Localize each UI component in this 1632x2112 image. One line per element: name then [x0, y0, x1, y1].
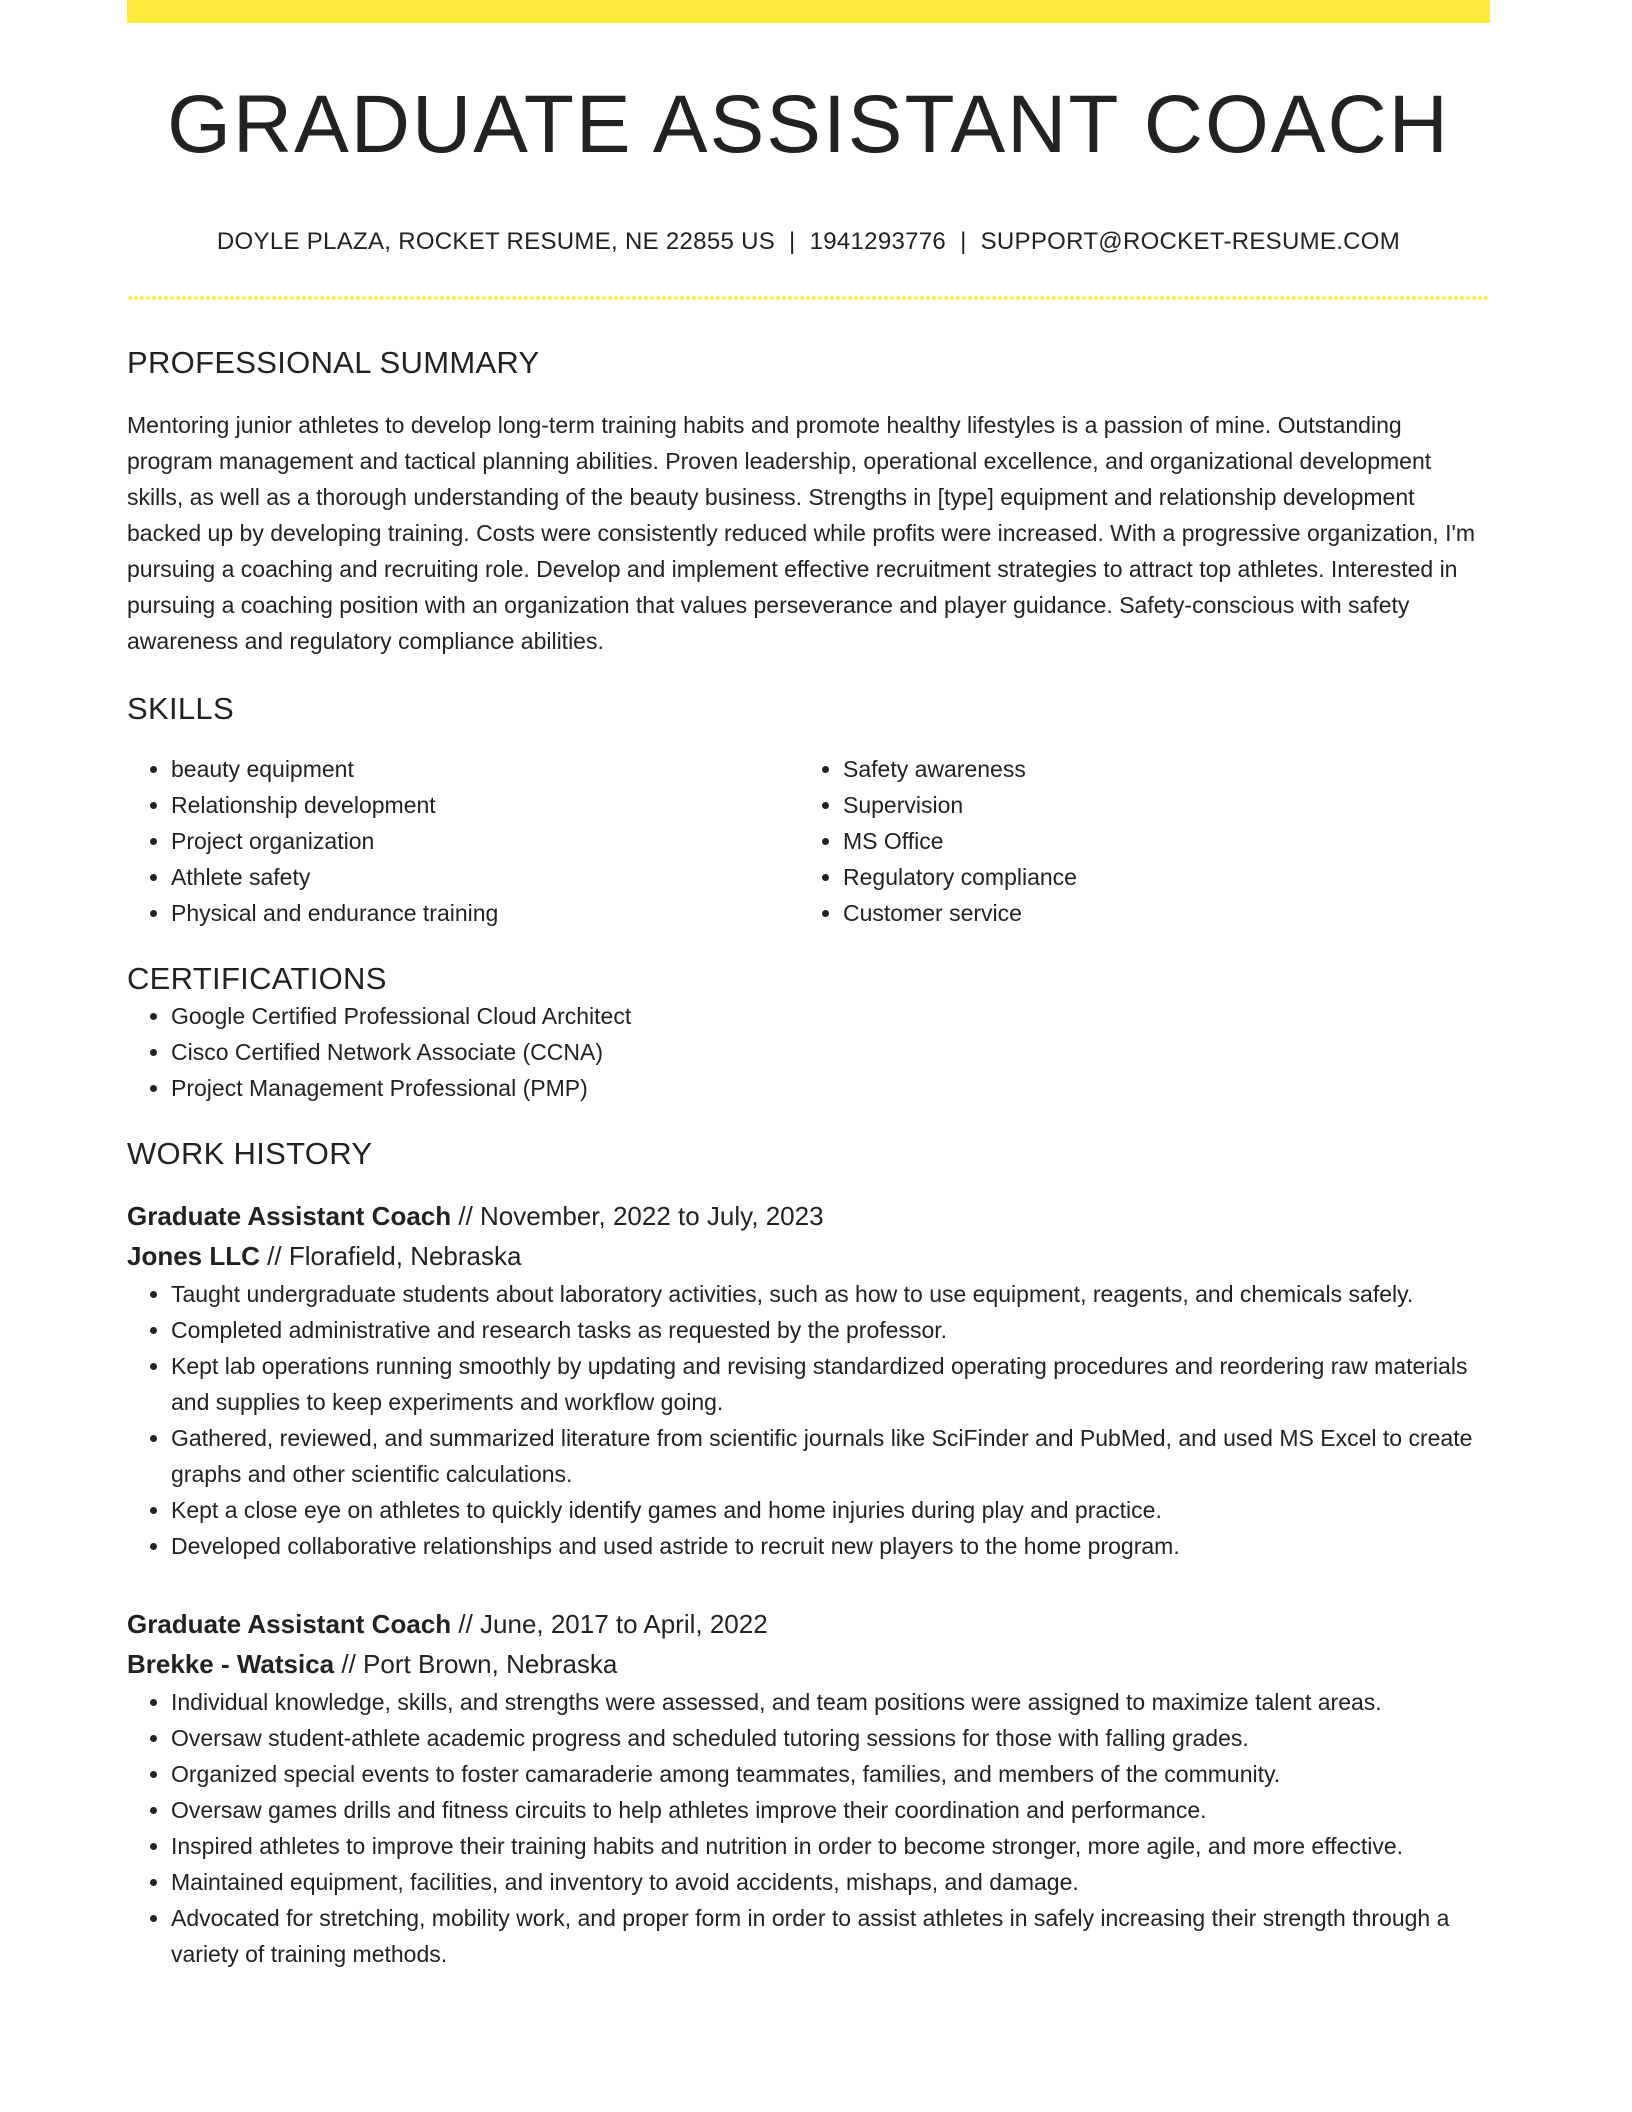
job-title: Graduate Assistant Coach [127, 1200, 452, 1231]
contact-separator: | [789, 228, 796, 256]
job-company-line [127, 1236, 1490, 1276]
skill-item: • Regulatory compliance [843, 859, 1471, 895]
job-dates: // June, 2017 to April, 2022 [451, 1608, 768, 1639]
job-bullet: • Oversaw games drills and fitness circuits to help athletes improve their coordination and performance. [171, 1792, 1490, 1828]
job-bullet: • Advocated for stretching, mobility work, and proper form in order to assist athletes in safely increasing their strength through a variety of training methods. [171, 1900, 1490, 1972]
skill-item: • Relationship development [171, 787, 799, 823]
job-bullet: • Developed collaborative relationships and used astride to recruit new players to the home program. [171, 1528, 1490, 1564]
job-entry [127, 1196, 1490, 1564]
job-title-line [127, 1196, 1490, 1236]
job-location: // Port Brown, Nebraska [334, 1648, 618, 1679]
job-bullet: • Individual knowledge, skills, and strengths were assessed, and team positions were assigned to maximize talent areas. [171, 1684, 1490, 1720]
skills-column-right [799, 751, 1471, 931]
contact-line [127, 228, 1490, 257]
job-bullet: • Inspired athletes to improve their training habits and nutrition in order to become stronger, more agile, and more effective. [171, 1828, 1490, 1864]
job-title-line [127, 1604, 1490, 1644]
job-title: Graduate Assistant Coach [127, 1608, 452, 1639]
resume-page [127, 0, 1490, 1972]
certifications-heading: CERTIFICATIONS [127, 961, 387, 997]
job-bullet: • Kept a close eye on athletes to quickly identify games and home injuries during play and practice. [171, 1492, 1490, 1528]
skill-item: • MS Office [843, 823, 1471, 859]
contact-separator: | [960, 228, 967, 256]
certification-item: • Google Certified Professional Cloud Architect [171, 998, 1490, 1034]
skills-columns [127, 751, 1490, 931]
contact-address: DOYLE PLAZA, ROCKET RESUME, NE 22855 US [216, 228, 776, 256]
summary-text: Mentoring junior athletes to develop long-term training habits and promote healthy lifestyles is a passion of mine. Outstanding program management and tactical planning abilities. Proven leadership, operational excellence, and organizational development skills, as well as a thorough understanding of the beauty business. Strengths in [type] equipment and relationship development backed up by developing training. Costs were consistently reduced while profits were increased. With a progressive organization, I'm pursuing a coaching and recruiting role. Develop and implement effective recruitment strategies to attract top athletes. Interested in pursuing a coaching position with an organization that values perseverance and player guidance. Safety-conscious with safety awareness and regulatory compliance abilities. [127, 412, 1476, 655]
skill-item: • Project organization [171, 823, 799, 859]
skills-heading: SKILLS [127, 691, 234, 727]
job-bullet: • Oversaw student-athlete academic progress and scheduled tutoring sessions for those with falling grades. [171, 1720, 1490, 1756]
job-dates: // November, 2022 to July, 2023 [451, 1200, 824, 1231]
contact-phone: 1941293776 [809, 228, 947, 256]
job-bullets [127, 1276, 1490, 1564]
skill-item: • Safety awareness [843, 751, 1471, 787]
job-location: // Florafield, Nebraska [259, 1240, 522, 1271]
job-entry [127, 1604, 1490, 1972]
job-bullet: • Taught undergraduate students about laboratory activities, such as how to use equipment, reagents, and chemicals safely. [171, 1276, 1490, 1312]
job-company: Brekke - Watsica [127, 1648, 335, 1679]
contact-email: SUPPORT@ROCKET-RESUME.COM [980, 228, 1401, 256]
certifications-list [127, 998, 1490, 1106]
job-bullets [127, 1684, 1490, 1972]
certification-item: • Project Management Professional (PMP) [171, 1070, 1490, 1106]
skill-item: • Customer service [843, 895, 1471, 931]
job-bullet: • Maintained equipment, facilities, and inventory to avoid accidents, mishaps, and damage. [171, 1864, 1490, 1900]
skill-item: • Athlete safety [171, 859, 799, 895]
skill-item: • Supervision [843, 787, 1471, 823]
job-company: Jones LLC [127, 1240, 260, 1271]
work-history-heading: WORK HISTORY [127, 1135, 373, 1171]
dotted-divider [127, 296, 1490, 300]
skills-column-left [127, 751, 799, 931]
resume-name-title: GRADUATE ASSISTANT COACH [167, 79, 1450, 170]
job-bullet: • Gathered, reviewed, and summarized literature from scientific journals like SciFinder and PubMed, and used MS Excel to create graphs and other scientific calculations. [171, 1420, 1490, 1492]
summary-heading: PROFESSIONAL SUMMARY [127, 344, 540, 380]
skill-item: • beauty equipment [171, 751, 799, 787]
job-bullet: • Completed administrative and research tasks as requested by the professor. [171, 1312, 1490, 1348]
accent-top-bar [127, 0, 1490, 23]
job-bullet: • Kept lab operations running smoothly by updating and revising standardized operating procedures and reordering raw materials and supplies to keep experiments and workflow going. [171, 1348, 1490, 1420]
job-bullet: • Organized special events to foster camaraderie among teammates, families, and members of the community. [171, 1756, 1490, 1792]
job-company-line [127, 1644, 1490, 1684]
skill-item: • Physical and endurance training [171, 895, 799, 931]
certification-item: • Cisco Certified Network Associate (CCNA) [171, 1034, 1490, 1070]
